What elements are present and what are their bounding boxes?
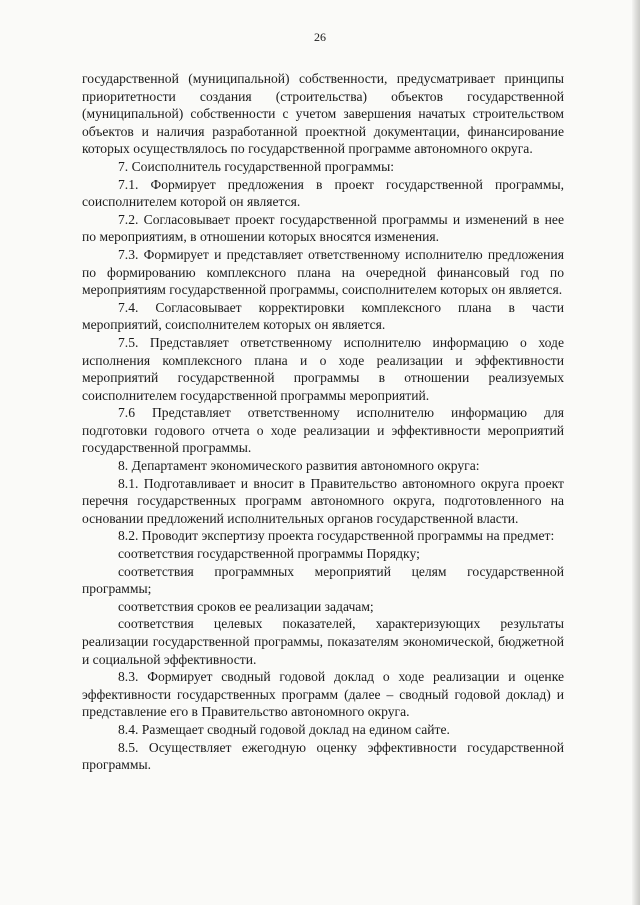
document-body [82,70,564,774]
paragraph: соответствия программных мероприятий целям государственной программы; [82,563,564,597]
paragraph: 8.5. Осуществляет ежегодную оценку эффективности государственной программы. [82,739,564,773]
paragraph: 8.2. Проводит экспертизу проекта государственной программы на предмет: [118,528,555,544]
paragraph: 7. Соисполнитель государственной программы: [118,158,395,174]
page-edge-shadow [632,0,640,905]
paragraph: государственной (муниципальной) собственности, предусматривает принципы приоритетности создания (строительства) объектов государственной (муниципальной) собственности с учетом завершения начатых строительством объектов и наличия разработанной проектной документации, финансирование которых осуществлялось по государственной программе автономного округа. [82,71,564,157]
paragraph: 7.6 Представляет ответственному исполнителю информацию для подготовки годового отчета о ходе реализации и эффективности мероприятий государственной программы. [82,405,564,456]
paragraph: 8.1. Подготавливает и вносит в Правительство автономного округа проект перечня государственных программ автономного округа, подготовленного на основании предложений исполнительных органов государственной власти. [82,475,564,526]
paragraph: 8. Департамент экономического развития автономного округа: [118,458,480,474]
paragraph: 7.4. Согласовывает корректировки комплексного плана в части мероприятий, соисполнителем которых он является. [82,299,564,333]
page-number: 26 [314,30,326,44]
paragraph: 7.5. Представляет ответственному исполнителю информацию о ходе исполнения комплексного плана и о ходе реализации и эффективности мероприятий государственной программы в отношении реализуемых соисполнителем государственной программы мероприятий. [82,334,564,403]
paragraph: 8.4. Размещает сводный годовой доклад на едином сайте. [118,721,450,737]
paragraph: 7.3. Формирует и представляет ответственному исполнителю предложения по формированию комплексного плана на очередной финансовый год по мероприятиям государственной программы, соисполнителем которых он является. [82,246,564,298]
paragraph: соответствия сроков ее реализации задачам; [118,598,374,614]
paragraph: соответствия целевых показателей, характеризующих результаты реализации государственной программы, показателям экономической, бюджетной и социальной эффективности. [82,616,564,667]
paragraph: 7.1. Формирует предложения в проект государственной программы, соисполнителем которой он является. [82,176,564,210]
paragraph: соответствия государственной программы Порядку; [118,546,420,562]
paragraph: 7.2. Согласовывает проект государственной программы и изменений в нее по мероприятиям, в отношении которых вносятся изменения. [82,211,564,245]
paragraph: 8.3. Формирует сводный годовой доклад о ходе реализации и оценке эффективности государственных программ (далее – сводный годовой доклад) и представление его в Правительство автономного округа. [82,669,564,720]
